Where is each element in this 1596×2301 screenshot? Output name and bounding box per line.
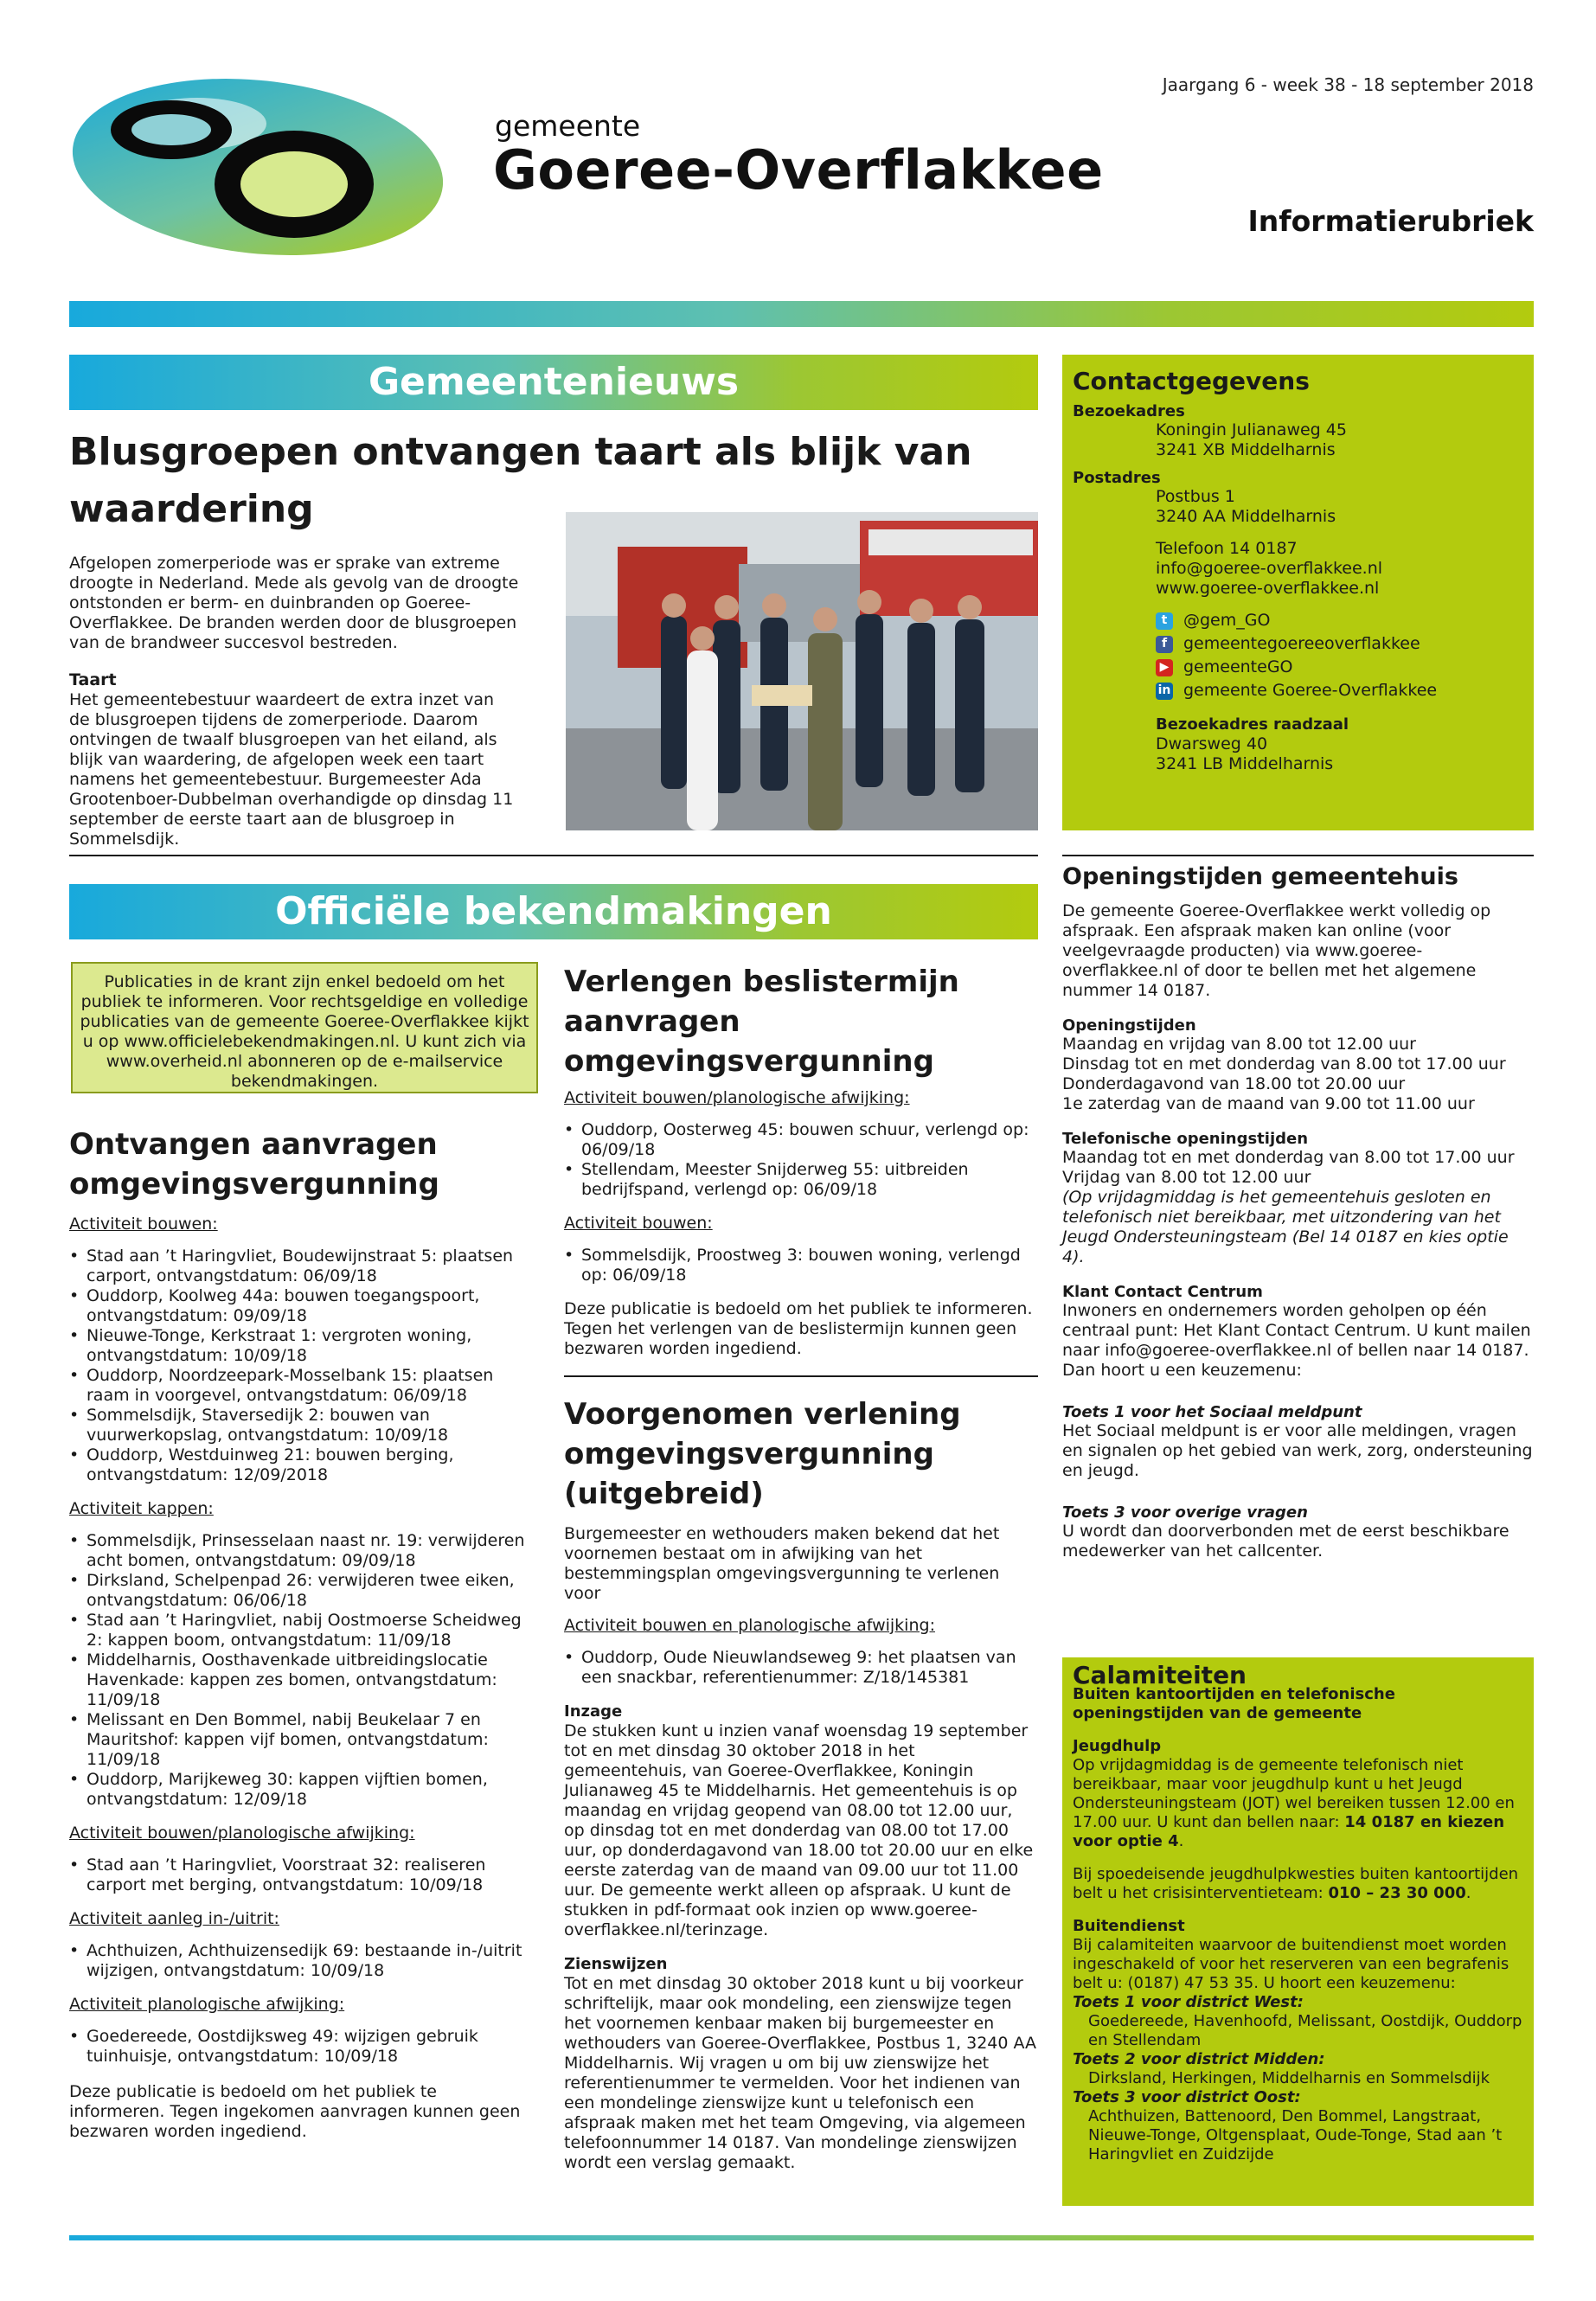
social-youtube[interactable] [1156, 656, 1523, 679]
article-paragraph: Afgelopen zomerperiode was er sprake van extreme droogte in Nederland. Mede als gevolg van de droogte ontstonden er berm- en duinbranden op Goeree-Overflakkee. De branden werden door de blusgroepen van de brandweer succesvol bestreden. [69, 554, 519, 652]
district-west-places: Goedereede, Havenhoofd, Melissant, Oostdijk, Ouddorp en Stellendam [1088, 2012, 1522, 2049]
website-link[interactable]: www.goeree-overflakkee.nl [1156, 579, 1380, 598]
council-address-label: Bezoekadres raadzaal [1156, 715, 1349, 734]
list-item: • Achthuizen, Achthuizensedijk 69: bestaande in-/uitrit wijzigen, ontvangstdatum: 10/09/18 [69, 1941, 536, 1981]
district-oost-places: Achthuizen, Battenoord, Den Bommel, Langstraat, Nieuwe-Tonge, Oltgensplaat, Oude-Tonge, Stad aan ’t Haringvliet en Zuidzijde [1088, 2107, 1503, 2163]
article-title: Blusgroepen ontvangen taart als blijk van waardering [69, 430, 972, 531]
option-3-text: U wordt dan doorverbonden met de eerst beschikbare medewerker van het callcenter. [1062, 1522, 1509, 1561]
post-address-line: Postbus 1 [1156, 487, 1235, 506]
option-1-label: Toets 1 voor het Sociaal meldpunt [1062, 1403, 1362, 1421]
list-item: • Stad aan ’t Haringvliet, Voorstraat 32: realiseren carport met berging, ontvangstdatum: 10/09/18 [69, 1856, 536, 1895]
outdoor-service-text: Bij calamiteiten waarvoor de buitendienst moet worden ingeschakeld of voor het reserveren van een begrafenis belt u: (0187) 47 53 35. U hoort een keuzemenu: [1073, 1936, 1509, 1992]
section-header-news: Gemeentenieuws [69, 355, 1038, 410]
social-linkedin[interactable] [1156, 679, 1523, 702]
district-midden-places: Dirksland, Herkingen, Middelharnis en Sommelsdijk [1088, 2069, 1490, 2087]
calamities-subtitle: Buiten kantoortijden en telefonische openingstijden van de gemeente [1073, 1685, 1395, 1722]
activity-label: Activiteit bouwen en planologische afwijking: [564, 1616, 935, 1635]
publication-footer: Deze publicatie is bedoeld om het publiek te informeren. Tegen het verlengen van de beslistermijn kunnen geen bezwaren worden ingediend. [564, 1299, 1033, 1358]
list-item: • Ouddorp, Koolweg 44a: bouwen toegangspoort, ontvangstdatum: 09/09/18 [69, 1286, 536, 1326]
publication-footer: Deze publicatie is bedoeld om het publiek te informeren. Tegen ingekomen aanvragen kunnen geen bezwaren worden ingediend. [69, 2082, 521, 2141]
social-twitter[interactable] [1156, 609, 1523, 632]
phone-hours-note: (Op vrijdagmiddag is het gemeentehuis gesloten en telefonisch niet bereikbaar, met uitzondering van het Jeugd Ondersteuningsteam (Bel 14 0187 en kies optie 4). [1062, 1188, 1509, 1266]
crisis-number: 010 – 23 30 000 [1328, 1884, 1466, 1902]
municipality-prefix: gemeente [495, 109, 641, 143]
district-oost-label: Toets 3 voor district Oost: [1073, 2088, 1301, 2106]
extension-title: Verlengen beslistermijn aanvragen omgevingsvergunning [564, 965, 959, 1079]
intended-permit-title: Voorgenomen verlening omgevingsvergunning (uitgebreid) [564, 1397, 961, 1511]
visit-address-line: Koningin Julianaweg 45 [1156, 420, 1347, 439]
intended-permit-list [564, 1648, 1038, 1688]
outdoor-service-label: Buitendienst [1073, 1917, 1185, 1935]
email-link[interactable]: info@goeree-overflakkee.nl [1156, 559, 1383, 578]
district-midden-label: Toets 2 voor district Midden: [1073, 2050, 1325, 2068]
social-label: gemeenteGO [1183, 657, 1293, 676]
views-text: Tot en met dinsdag 30 oktober 2018 kunt u bij voorkeur schriftelijk, maar ook mondeling, een zienswijze tegen het voornemen kenbaar maken bij burgemeester en wethouders van Goeree-Overflakkee, Postbus 1, 3240 AA Middelharnis. Wij vragen u om bij uw zienswijze het referentienummer te vermelden. Voor het indienen van een mondelinge zienswijze kunt u telefonisch een afspraak maken met het team Omgeving, via algemeen telefoonnummer 14 0187. Van mondelinge zienswijzen wordt een verslag gemaakt. [564, 1974, 1037, 2172]
activity-label: Activiteit planologische afwijking: [69, 1995, 345, 2014]
extension-block [564, 962, 1038, 1359]
opening-title: Openingstijden gemeentehuis [1062, 863, 1458, 890]
phone: Telefoon 14 0187 [1156, 539, 1298, 558]
list-item: • Ouddorp, Westduinweg 21: bouwen berging, ontvangstdatum: 12/09/2018 [69, 1445, 536, 1485]
application-list [69, 1941, 536, 1981]
opening-hours-label: Openingstijden [1062, 1016, 1196, 1035]
activity-label: Activiteit bouwen/planologische afwijking: [69, 1823, 415, 1843]
article-body [69, 554, 519, 849]
article-subheading: Taart [69, 670, 117, 689]
calamities-title: Calamiteiten [1073, 1661, 1247, 1689]
post-address-label: Postadres [1073, 469, 1161, 487]
inspection-text: De stukken kunt u inzien vanaf woensdag 19 september tot en met dinsdag 30 oktober 2018 in het gemeentehuis, van Goeree-Overflakkee, Koningin Julianaweg 45 te Middelharnis. Het gemeentehuis is op maandag en vrijdag geopend van 08.00 tot 12.00 uur, op dinsdag tot en met donderdag van 08.00 tot 17.00 uur, op donderdagavond van 18.00 tot 20.00 uur en elke eerste zaterdag van de maand van 09.00 uur tot 11.00 uur. De gemeente werkt alleen op afspraak. U kunt de stukken in pdf-formaat ook inzien op www.goeree-overflakkee.nl/terinzage. [564, 1721, 1034, 1939]
intended-permit-intro: Burgemeester en wethouders maken bekend dat het voornemen bestaat om in afwijking van het bestemmingsplan omgevingsvergunning te verlenen voor [564, 1524, 1000, 1603]
received-applications-title: Ontvangen aanvragen omgevingsvergunning [69, 1127, 439, 1202]
youth-care-label: Jeugdhulp [1073, 1737, 1162, 1755]
post-address-line: 3240 AA Middelharnis [1156, 507, 1336, 526]
list-item: • Sommelsdijk, Staversedijk 2: bouwen van vuurwerkopslag, ontvangstdatum: 10/09/18 [69, 1406, 536, 1445]
contact-title: Contactgegevens [1073, 367, 1310, 395]
bottom-gradient-bar [69, 2235, 1534, 2240]
phone-hours-label: Telefonische openingstijden [1062, 1130, 1309, 1148]
youth-care-text: Op vrijdagmiddag is de gemeente telefonisch niet bereikbaar, maar voor jeugdhulp kunt u het Jeugd Ondersteuningsteam (JOT) wel bereiken tussen 12.00 en 17.00 uur. U kunt dan bellen naar: [1073, 1756, 1515, 1831]
opening-intro: De gemeente Goeree-Overflakkee werkt volledig op afspraak. Een afspraak maken kan online (voor veelgevraagde producten) via www.goeree-overflakkee.nl of door te bellen met het algemene nummer 14 0187. [1062, 901, 1491, 1000]
activity-label: Activiteit bouwen: [564, 1214, 713, 1233]
opening-hours-line: Maandag en vrijdag van 8.00 tot 12.00 uur [1062, 1035, 1416, 1054]
application-list [69, 1531, 536, 1810]
council-address-line: Dwarsweg 40 [1156, 734, 1268, 753]
opening-hours-line: 1e zaterdag van de maand van 9.00 tot 11.00 uur [1062, 1094, 1475, 1113]
option-1-text: Het Sociaal meldpunt is er voor alle meldingen, vragen en signalen op het gebied van werk, zorg, ondersteuning en jeugd. [1062, 1421, 1533, 1480]
list-item: • Ouddorp, Oosterweg 45: bouwen schuur, verlengd op: 06/09/18 [564, 1120, 1038, 1160]
section-header-official: Officiële bekendmakingen [69, 884, 1038, 939]
article-photo [566, 512, 1038, 830]
edition-line: Jaargang 6 - week 38 - 18 september 2018 [1162, 74, 1534, 95]
list-item: • Sommelsdijk, Proostweg 3: bouwen woning, verlengd op: 06/09/18 [564, 1246, 1038, 1285]
extension-list [564, 1120, 1038, 1200]
list-item: • Ouddorp, Oude Nieuwlandseweg 9: het plaatsen van een snackbar, referentienummer: Z/18/145381 [564, 1648, 1038, 1688]
intended-permit-block [564, 1394, 1038, 2173]
facebook-icon: f [1156, 636, 1173, 653]
notice-box: Publicaties in de krant zijn enkel bedoeld om het publiek te informeren. Voor rechtsgeldige en volledige publicaties van de gemeente Goeree-Overflakkee kijkt u op www.officielebekendmakingen.nl. U kunt zich via www.overheid.nl abonneren op de e-mailservice bekendmakingen. [71, 962, 538, 1093]
opening-hours-line: Dinsdag tot en met donderdag van 8.00 tot 17.00 uur [1062, 1054, 1506, 1074]
divider [564, 1375, 1038, 1377]
application-list [69, 1856, 536, 1895]
list-item: • Ouddorp, Marijkeweg 30: kappen vijftien bomen, ontvangstdatum: 12/09/18 [69, 1770, 536, 1810]
list-item: • Nieuwe-Tonge, Kerkstraat 1: vergroten woning, ontvangstdatum: 10/09/18 [69, 1326, 536, 1366]
kcc-label: Klant Contact Centrum [1062, 1283, 1263, 1301]
social-label: gemeentegoereeoverflakkee [1183, 634, 1420, 653]
views-label: Zienswijzen [564, 1955, 668, 1973]
activity-label: Activiteit bouwen: [69, 1215, 218, 1234]
crisis-text: Bij spoedeisende jeugdhulpkwesties buiten kantoortijden belt u het crisisinterventieteam: [1073, 1865, 1519, 1902]
youtube-icon: ▶ [1156, 659, 1173, 676]
list-item: • Goedereede, Oostdijksweg 49: wijzigen gebruik tuinhuisje, ontvangstdatum: 10/09/18 [69, 2027, 536, 2067]
application-list [69, 1247, 536, 1485]
top-gradient-bar [69, 301, 1534, 327]
activity-label: Activiteit kappen: [69, 1499, 214, 1518]
option-3-label: Toets 3 voor overige vragen [1062, 1503, 1308, 1522]
social-facebook[interactable] [1156, 632, 1523, 656]
district-west-label: Toets 1 voor district West: [1073, 1993, 1304, 2011]
phone-hours-line: Maandag tot en met donderdag van 8.00 tot 17.00 uur [1062, 1148, 1515, 1167]
kcc-text: Inwoners en ondernemers worden geholpen op één centraal punt: Het Klant Contact Centrum. U kunt mailen naar info@goeree-overflakkee.nl of bellen naar 14 0187. Dan hoort u een keuzemenu: [1062, 1301, 1531, 1380]
visit-address-line: 3241 XB Middelharnis [1156, 440, 1336, 459]
list-item: • Sommelsdijk, Prinsesselaan naast nr. 19: verwijderen acht bomen, ontvangstdatum: 09/09/18 [69, 1531, 536, 1571]
list-item: • Middelharnis, Oosthavenkade uitbreidingslocatie Havenkade: kappen zes bomen, ontvangstdatum: 11/09/18 [69, 1650, 536, 1710]
article-paragraph: Het gemeentebestuur waardeert de extra inzet van de blusgroepen tijdens de zomerperiode. Daarom ontvingen de twaalf blusgroepen van het eiland, als blijk van waardering, de afgelopen week een taart namens het gemeentebestuur. Burgemeester Ada Grootenboer-Dubbelman overhandigde op dinsdag 11 september de eerste taart aan de blusgroep in Sommelsdijk. [69, 690, 514, 849]
social-label: @gem_GO [1183, 611, 1271, 630]
activity-label: Activiteit bouwen/planologische afwijking: [564, 1088, 910, 1107]
divider [69, 855, 1038, 856]
list-item: • Dirksland, Schelpenpad 26: verwijderen twee eiken, ontvangstdatum: 06/06/18 [69, 1571, 536, 1611]
municipality-name: Goeree-Overflakkee [493, 138, 1104, 202]
extension-list [564, 1246, 1038, 1285]
list-item: • Stad aan ’t Haringvliet, nabij Oostmoerse Scheidweg 2: kappen boom, ontvangstdatum: 11/09/18 [69, 1611, 536, 1650]
council-address-line: 3241 LB Middelharnis [1156, 754, 1334, 773]
inspection-label: Inzage [564, 1702, 623, 1721]
linkedin-icon: in [1156, 683, 1173, 700]
list-item: • Stellendam, Meester Snijderweg 55: uitbreiden bedrijfspand, verlengd op: 06/09/18 [564, 1160, 1038, 1200]
list-item: • Melissant en Den Bommel, nabij Beukelaar 7 en Mauritshof: kappen vijf bomen, ontvangstdatum: 11/09/18 [69, 1710, 536, 1770]
opening-hours-line: Donderdagavond van 18.00 tot 20.00 uur [1062, 1074, 1406, 1093]
contact-box [1062, 355, 1534, 830]
youth-care-number: 14 0187 en kiezen voor optie 4 [1073, 1813, 1505, 1850]
opening-hours-block [1062, 855, 1534, 1561]
visit-address-label: Bezoekadres [1073, 402, 1185, 420]
twitter-icon: t [1156, 612, 1173, 630]
list-item: • Stad aan ’t Haringvliet, Boudewijnstraat 5: plaatsen carport, ontvangstdatum: 06/09/18 [69, 1247, 536, 1286]
municipality-logo [67, 76, 448, 258]
calamities-box: Calamiteiten Buiten kantoortijden en telefonische openingstijden van de gemeente Jeugdhulp Op vrijdagmiddag is de gemeente telefonisch niet bereikbaar, maar voor jeugdhulp kunt u het Jeugd Ondersteuningsteam (JOT) wel bereiken tussen 12.00 en 17.00 uur. U kunt dan bellen naar: 14 0187 en kiezen voor optie 4. Bij spoedeisende jeugdhulpkwesties buiten kantoortijden belt u het crisisinterventieteam: 010 – 23 30 000. Buitendienst Bij calamiteiten waarvoor de buitendienst moet worden ingeschakeld of voor het reserveren van een begrafenis belt u: (0187) 47 53 35. U hoort een keuzemenu: Toets 1 voor district West: Goedereede, Havenhoofd, Melissant, Oostdijk, Ouddorp en Stellendam Toets 2 voor district Midden: Dirksland, Herkingen, Middelharnis en Sommelsdijk Toets 3 voor district Oost: Achthuizen, Battenoord, Den Bommel, Langstraat, Nieuwe-Tonge, Oltgensplaat, Oude-Tonge, Stad aan ’t Haringvliet en Zuidzijde [1062, 1657, 1534, 2206]
application-list [69, 2027, 536, 2067]
received-applications-block [69, 1125, 536, 2142]
rubriek-title: Informatierubriek [1247, 204, 1534, 238]
social-label: gemeente Goeree-Overflakkee [1183, 681, 1438, 700]
phone-hours-line: Vrijdag van 8.00 tot 12.00 uur [1062, 1168, 1311, 1187]
activity-label: Activiteit aanleg in-/uitrit: [69, 1909, 279, 1928]
list-item: • Ouddorp, Noordzeepark-Mosselbank 15: plaatsen raam in voorgevel, ontvangstdatum: 06/09/18 [69, 1366, 536, 1406]
